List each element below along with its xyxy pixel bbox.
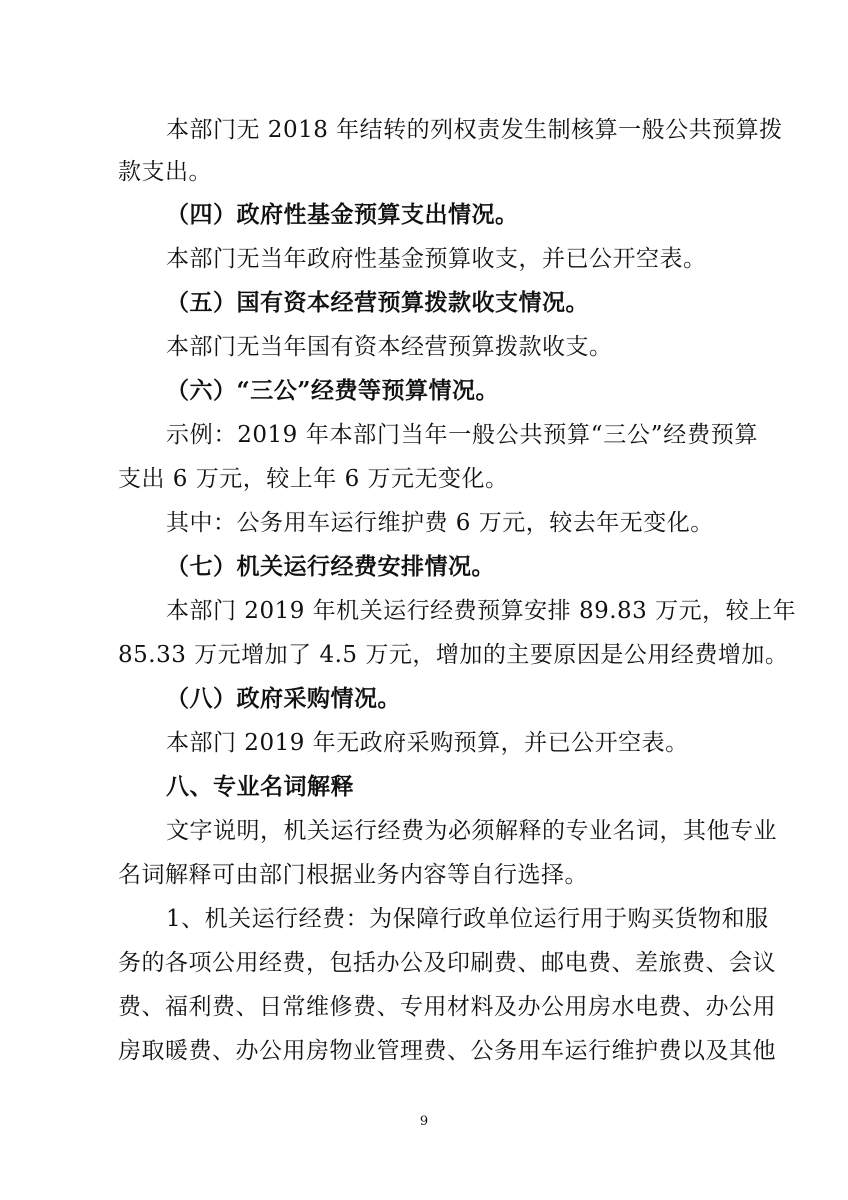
paragraph-line: 房取暖费、办公用房物业管理费、公务用车运行维护费以及其他 bbox=[118, 1038, 776, 1064]
section-heading: （六）“三公”经费等预算情况。 bbox=[166, 377, 499, 404]
paragraph-line: 文字说明，机关运行经费为必须解释的专业名词，其他专业 bbox=[166, 818, 777, 844]
paragraph-line: 85.33 万元增加了 4.5 万元，增加的主要原因是公用经费增加。 bbox=[118, 642, 789, 668]
section-heading: （五）国有资本经营预算拨款收支情况。 bbox=[166, 289, 589, 316]
section-heading: （八）政府采购情况。 bbox=[166, 685, 401, 712]
paragraph-line: 其中：公务用车运行维护费 6 万元，较去年无变化。 bbox=[166, 510, 714, 536]
paragraph-line: 务的各项公用经费，包括办公及印刷费、邮电费、差旅费、会议 bbox=[118, 950, 776, 976]
paragraph-line: 名词解释可由部门根据业务内容等自行选择。 bbox=[118, 862, 588, 888]
paragraph-line: 款支出。 bbox=[118, 159, 212, 185]
paragraph-line: 费、福利费、日常维修费、专用材料及办公用房水电费、办公用 bbox=[118, 994, 776, 1020]
section-heading: （四）政府性基金预算支出情况。 bbox=[166, 201, 519, 228]
paragraph-line: 本部门 2019 年无政府采购预算，并已公开空表。 bbox=[166, 730, 689, 756]
paragraph-line: 本部门无 2018 年结转的列权责发生制核算一般公共预算拨 bbox=[166, 117, 783, 143]
page-number: 9 bbox=[419, 1114, 429, 1129]
paragraph-line: 支出 6 万元，较上年 6 万元无变化。 bbox=[118, 466, 509, 492]
chapter-heading: 八、专业名词解释 bbox=[166, 773, 354, 800]
section-heading: （七）机关运行经费安排情况。 bbox=[166, 553, 495, 580]
paragraph-line: 本部门无当年国有资本经营预算拨款收支。 bbox=[166, 334, 613, 360]
paragraph-line: 示例：2019 年本部门当年一般公共预算“三公”经费预算 bbox=[166, 422, 758, 448]
paragraph-line: 本部门无当年政府性基金预算收支，并已公开空表。 bbox=[166, 246, 707, 272]
paragraph-line: 本部门 2019 年机关运行经费预算安排 89.83 万元，较上年 bbox=[166, 598, 797, 624]
paragraph-line: 1、机关运行经费：为保障行政单位运行用于购买货物和服 bbox=[166, 906, 769, 932]
